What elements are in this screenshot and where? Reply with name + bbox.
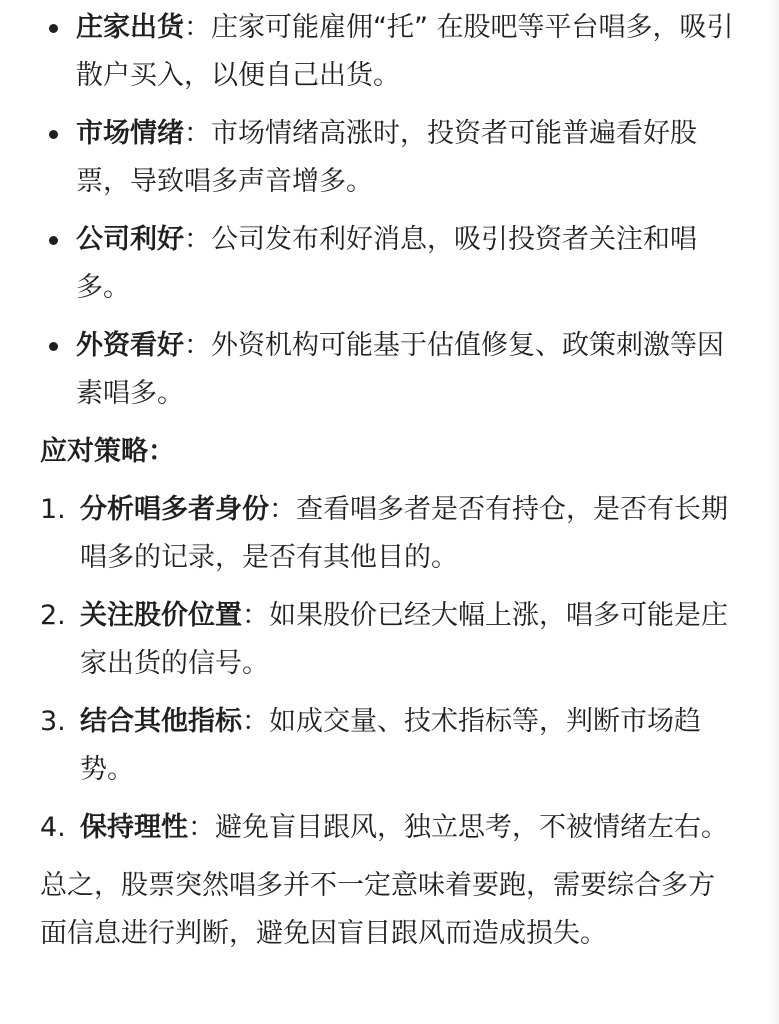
list-item xyxy=(40,698,740,794)
step-separator: ： xyxy=(242,600,269,631)
strategy-heading: 应对策略： xyxy=(40,436,175,467)
list-item xyxy=(40,592,740,688)
list-item xyxy=(40,216,740,312)
step-text: 查看唱多者是否有持仓，是否有长期唱多的记录，是否有其他目的。 xyxy=(80,494,728,573)
reason-text: 外资机构可能基于估值修复、政策刺激等因素唱多。 xyxy=(76,330,724,409)
summary-paragraph: 总之，股票突然唱多并不一定意味着要跑，需要综合多方面信息进行判断，避免因盲目跟风而造成损失。 xyxy=(40,870,715,949)
step-term: 关注股价位置 xyxy=(80,600,242,631)
reason-term: 庄家出货 xyxy=(76,12,184,43)
step-number: 3. xyxy=(40,706,66,737)
page-edge-shadow xyxy=(769,0,779,1024)
step-separator: ： xyxy=(242,706,269,737)
step-term: 分析唱多者身份 xyxy=(80,494,269,525)
step-number: 4. xyxy=(40,812,66,843)
reasons-list xyxy=(40,4,740,418)
reason-term: 外资看好 xyxy=(76,330,184,361)
bullet-icon xyxy=(49,236,58,245)
reason-term: 公司利好 xyxy=(76,224,184,255)
step-text: 避免盲目跟风，独立思考，不被情绪左右。 xyxy=(215,812,728,843)
list-item xyxy=(40,4,740,100)
reason-separator: ： xyxy=(184,118,211,149)
reason-text: 市场情绪高涨时，投资者可能普遍看好股票，导致唱多声音增多。 xyxy=(76,118,697,197)
bullet-icon xyxy=(49,24,58,33)
document-content xyxy=(40,0,740,985)
step-text: 如果股价已经大幅上涨，唱多可能是庄家出货的信号。 xyxy=(80,600,728,679)
bullet-icon xyxy=(49,130,58,139)
reason-separator: ： xyxy=(184,12,211,43)
reason-text: 公司发布利好消息，吸引投资者关注和唱多。 xyxy=(76,224,697,303)
strategy-list xyxy=(40,486,740,852)
step-text: 如成交量、技术指标等，判断市场趋势。 xyxy=(80,706,701,785)
reason-separator: ： xyxy=(184,224,211,255)
list-item xyxy=(40,322,740,418)
list-item xyxy=(40,110,740,206)
step-number: 1. xyxy=(40,494,66,525)
bullet-icon xyxy=(49,342,58,351)
step-separator: ： xyxy=(269,494,296,525)
step-number: 2. xyxy=(40,600,66,631)
list-item xyxy=(40,804,740,852)
list-item xyxy=(40,486,740,582)
reason-separator: ： xyxy=(184,330,211,361)
reason-text: 庄家可能雇佣“托” 在股吧等平台唱多，吸引散户买入，以便自己出货。 xyxy=(76,12,734,91)
step-term: 保持理性 xyxy=(80,812,188,843)
step-term: 结合其他指标 xyxy=(80,706,242,737)
reason-term: 市场情绪 xyxy=(76,118,184,149)
step-separator: ： xyxy=(188,812,215,843)
